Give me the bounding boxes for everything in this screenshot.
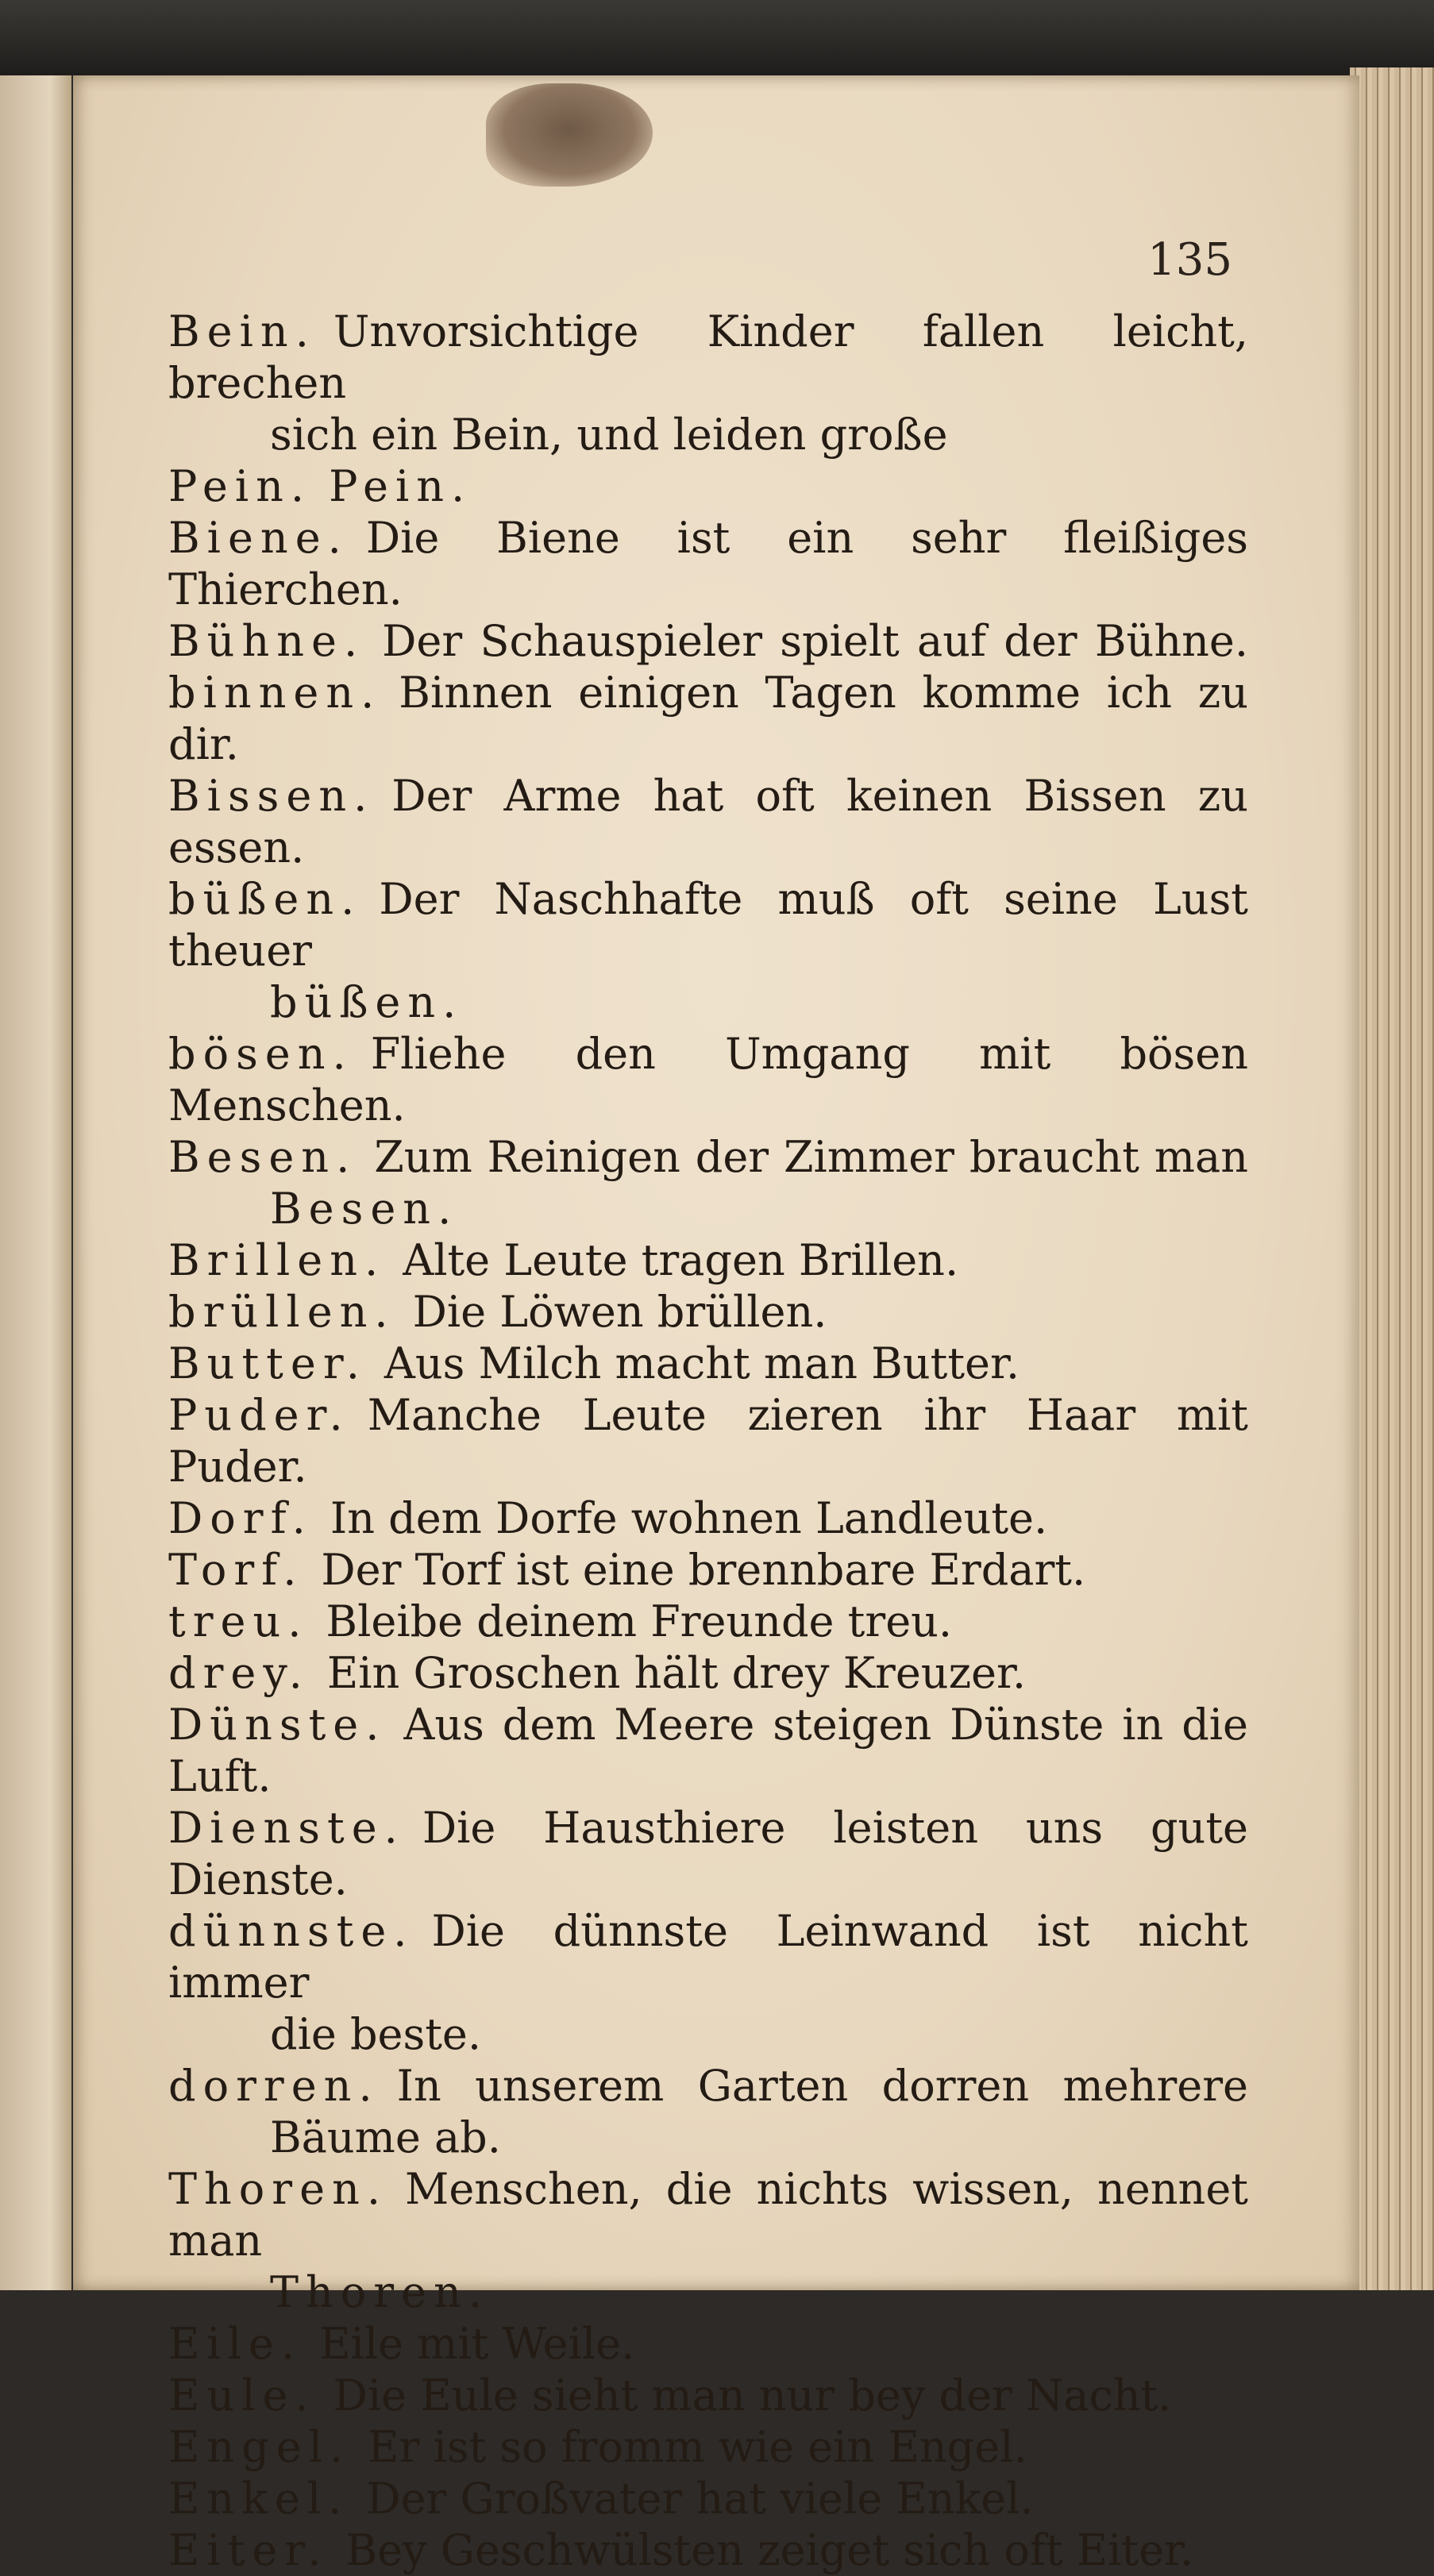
- entry-continuation: Besen.: [270, 1184, 459, 1234]
- entry-line: [168, 615, 1248, 667]
- entry-line: [168, 2163, 1248, 2266]
- entry-continuation: büßen.: [270, 977, 464, 1027]
- entry-line: [168, 770, 1248, 873]
- entry-line: [168, 460, 1248, 512]
- headword: Bühne.: [168, 616, 365, 666]
- headword: Brillen.: [168, 1235, 386, 1285]
- example-sentence: Die Löwen brüllen.: [412, 1287, 827, 1337]
- example-sentence: Die Hausthiere leisten uns gute Dienste.: [168, 1803, 1248, 1904]
- headword: dünnste.: [168, 1906, 414, 1956]
- entry-line: [168, 1699, 1248, 1802]
- headword: Engel.: [168, 2422, 351, 2472]
- headword: binnen.: [168, 668, 382, 718]
- scan-background-top: [0, 0, 1434, 75]
- example-sentence: Er ist so fromm wie ein Engel.: [368, 2422, 1027, 2472]
- example-sentence: Manche Leute zieren ihr Haar mit Puder.: [168, 1390, 1248, 1492]
- headword: Biene.: [168, 513, 349, 563]
- entry-line: [168, 2473, 1248, 2524]
- entry-line: [168, 873, 1248, 976]
- entry-line: [168, 1802, 1248, 1905]
- headword: Dorf.: [168, 1493, 313, 1543]
- entry-line: [168, 1905, 1248, 2008]
- entry-list: [168, 306, 1248, 2576]
- entry-line: [168, 2421, 1248, 2473]
- entry-line: [168, 1389, 1248, 1492]
- example-sentence: Fliehe den Umgang mit bösen Menschen.: [168, 1029, 1248, 1130]
- entry-line: [168, 2318, 1248, 2370]
- entry-line: [168, 1028, 1248, 1131]
- headword: Enkel.: [168, 2474, 349, 2524]
- example-sentence: Aus dem Meere steigen Dünste in die Luft.: [168, 1700, 1248, 1801]
- headword: Bissen.: [168, 771, 375, 821]
- example-sentence: Ein Groschen hält drey Kreuzer.: [326, 1648, 1027, 1698]
- page-number: 135: [1147, 234, 1232, 286]
- headword: Puder.: [168, 1390, 350, 1440]
- example-sentence: Die dünnste Leinwand ist nicht immer: [168, 1906, 1248, 2008]
- headword: büßen.: [168, 874, 362, 924]
- entry-line: [168, 2370, 1248, 2421]
- headword: Besen.: [168, 1132, 357, 1182]
- headword: Eule.: [168, 2370, 316, 2420]
- entry-line: [168, 512, 1248, 615]
- example-sentence: Die Biene ist ein sehr fleißiges Thierchen.: [168, 513, 1248, 614]
- example-sentence: Unvorsichtige Kinder fallen leicht, brechen: [168, 306, 1248, 408]
- example-sentence: Der Naschhafte muß oft seine Lust theuer: [168, 874, 1248, 976]
- example-sentence: In unserem Garten dorren mehrere: [396, 2061, 1248, 2111]
- headword: dorren.: [168, 2061, 380, 2111]
- example-sentence: Zum Reinigen der Zimmer braucht man: [374, 1132, 1248, 1182]
- headword: Thoren.: [168, 2164, 388, 2214]
- headword: Dienste.: [168, 1803, 405, 1853]
- headword: Torf.: [168, 1545, 304, 1595]
- example-sentence: Der Schauspieler spielt auf der Bühne.: [382, 616, 1248, 666]
- headword: Eile.: [168, 2319, 303, 2369]
- example-sentence: Eile mit Weile.: [319, 2319, 635, 2369]
- example-sentence: In dem Dorfe wohnen Landleute.: [330, 1493, 1048, 1543]
- entry-line: [168, 1338, 1248, 1389]
- entry-continuation: Thoren.: [270, 2267, 490, 2317]
- facing-page-edge: [0, 75, 71, 2290]
- example-sentence: Der Torf ist eine brennbare Erdart.: [321, 1545, 1086, 1595]
- entry-line: [168, 1596, 1248, 1647]
- entry-continuation: Bäume ab.: [270, 2112, 501, 2162]
- headword: brüllen.: [168, 1287, 395, 1337]
- example-sentence: Bleibe deinem Freunde treu.: [326, 1596, 953, 1646]
- headword: Bein.: [168, 306, 316, 356]
- example-sentence: Bey Geschwülsten zeiget sich oft Eiter.: [345, 2525, 1194, 2575]
- entry-line: [168, 1647, 1248, 1699]
- example-sentence: Der Großvater hat viele Enkel.: [366, 2474, 1034, 2524]
- headword: Dünste.: [168, 1700, 387, 1750]
- headword: Pein.: [168, 461, 312, 511]
- entry-line: [168, 1492, 1248, 1544]
- entry-continuation: sich ein Bein, und leiden große: [270, 410, 948, 460]
- example-sentence: Die Eule sieht man nur bey der Nacht.: [333, 2370, 1172, 2420]
- entry-line: [168, 2060, 1248, 2112]
- paper-stain: [486, 83, 653, 187]
- entry-line: [168, 1286, 1248, 1338]
- entry-line: [168, 1544, 1248, 1596]
- example-sentence: Pein.: [329, 461, 472, 511]
- book-page: [73, 75, 1359, 2575]
- entry-continuation: die beste.: [270, 2009, 482, 2059]
- entry-line: [168, 667, 1248, 770]
- headword: Butter.: [168, 1338, 367, 1388]
- entry-line: [168, 2524, 1248, 2576]
- entry-line: [168, 306, 1248, 409]
- entry-line: [168, 1234, 1248, 1286]
- headword: drey.: [168, 1648, 310, 1698]
- page-block-edges: [1350, 67, 1434, 2290]
- entry-line: [168, 1131, 1248, 1183]
- headword: bösen.: [168, 1029, 353, 1079]
- example-sentence: Binnen einigen Tagen komme ich zu dir.: [168, 668, 1248, 769]
- example-sentence: Menschen, die nichts wissen, nennet man: [168, 2164, 1248, 2266]
- example-sentence: Der Arme hat oft keinen Bissen zu essen.: [168, 771, 1248, 872]
- headword: treu.: [168, 1596, 309, 1646]
- example-sentence: Aus Milch macht man Butter.: [384, 1338, 1020, 1388]
- example-sentence: Alte Leute tragen Brillen.: [403, 1235, 959, 1285]
- headword: Eiter.: [168, 2525, 329, 2575]
